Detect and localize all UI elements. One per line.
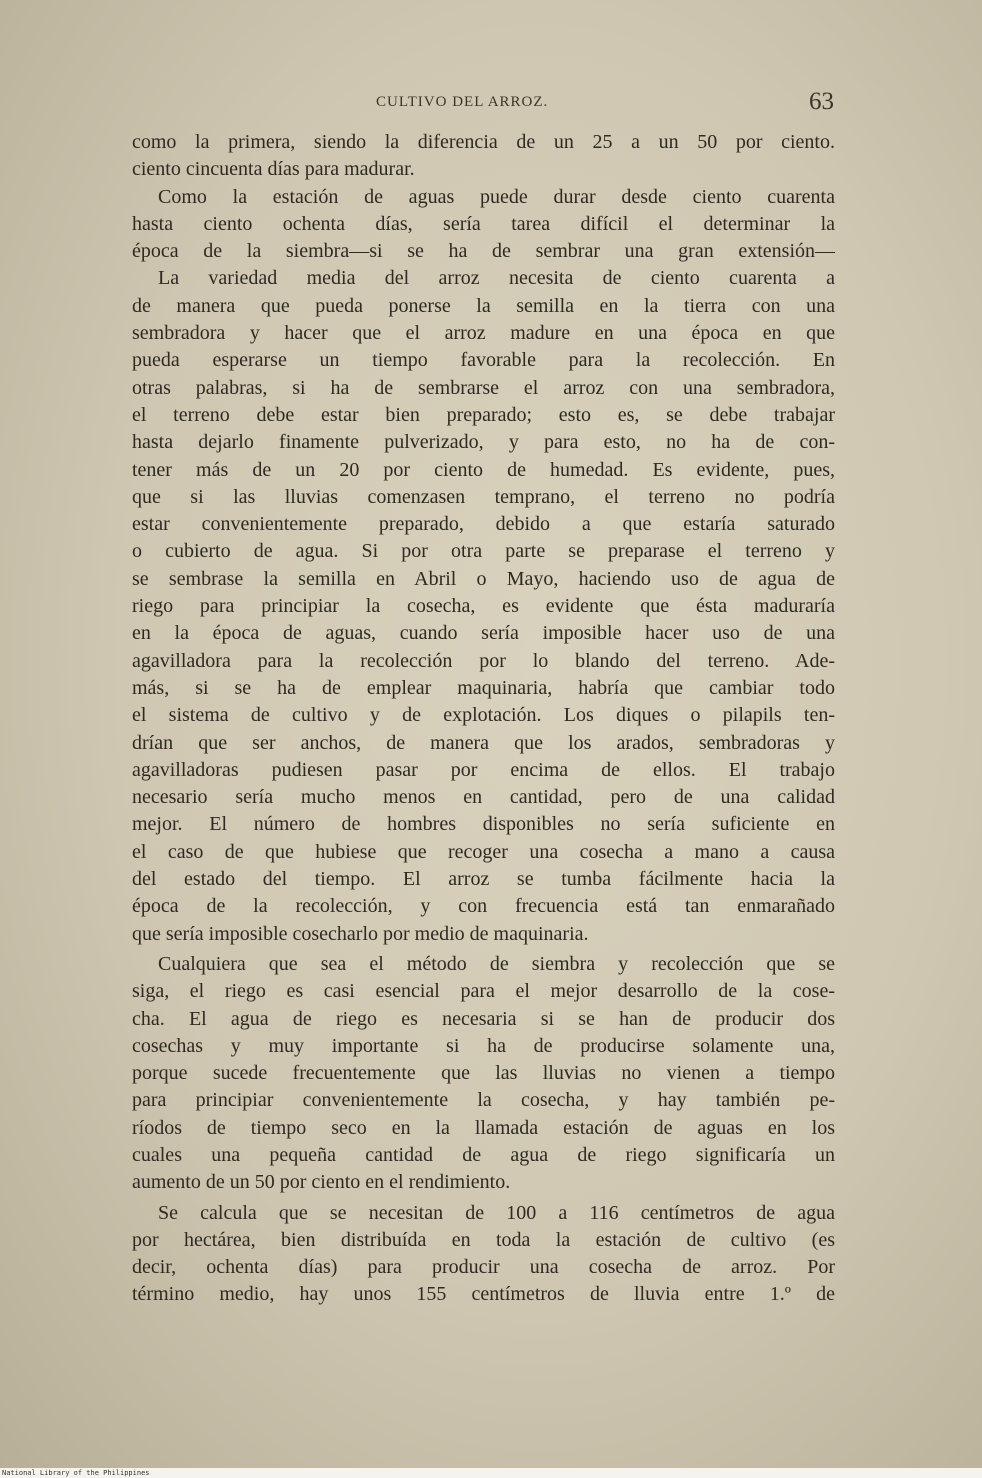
text-line: agavilladora para la recolección por lo blando del terreno. Ade- [132, 649, 835, 672]
text-line: estar convenientemente preparado, debido a que estaría saturado [132, 513, 835, 536]
text-line: que si las lluvias comenzasen temprano, el terreno no podría [132, 485, 835, 508]
text-line: agavilladoras pudiesen pasar por encima de ellos. El trabajo [132, 758, 835, 781]
text-line: el terreno debe estar bien preparado; esto es, se debe trabajar [132, 403, 835, 426]
text-line: que sería imposible cosecharlo por medio de maquinaria. [132, 922, 589, 945]
text-line: del estado del tiempo. El arroz se tumba fácilmente hacia la [132, 868, 835, 891]
text-line: mejor. El número de hombres disponibles no sería suficiente en [132, 813, 835, 836]
text-line: otras palabras, si ha de sembrarse el arroz con una sembradora, [132, 376, 835, 399]
text-line: tener más de un 20 por ciento de humedad. Es evidente, pues, [132, 458, 835, 481]
text-line: porque sucede frecuentemente que las lluvias no vienen a tiempo [132, 1062, 835, 1085]
text-line: en la época de aguas, cuando sería imposible hacer uso de una [132, 622, 835, 645]
page-header [134, 88, 834, 122]
running-title: CULTIVO DEL ARROZ. [376, 94, 549, 110]
text-line: pueda esperarse un tiempo favorable para la recolección. En [132, 349, 835, 372]
text-line: época de la recolección, y con frecuencia está tan enmarañado [132, 895, 835, 918]
text-line: decir, ochenta días) para producir una cosecha de arroz. Por [132, 1256, 835, 1279]
text-line: riego para principiar la cosecha, es evidente que ésta maduraría [132, 595, 835, 618]
text-line: por hectárea, bien distribuída en toda la estación de cultivo (es [132, 1228, 835, 1251]
text-line: ciento cincuenta días para madurar. [132, 158, 415, 181]
text-line: o cubierto de agua. Si por otra parte se preparase el terreno y [132, 540, 835, 563]
text-line: época de la siembra—si se ha de sembrar una gran extensión— [132, 240, 835, 263]
scan-footer [0, 1468, 982, 1478]
text-line: el caso de que hubiese que recoger una cosecha a mano a causa [132, 840, 835, 863]
text-line: drían que ser anchos, de manera que los arados, sembradoras y [132, 731, 835, 754]
text-line: cosechas y muy importante si ha de producirse solamente una, [132, 1034, 835, 1057]
text-line: necesario sería mucho menos en cantidad, pero de una calidad [132, 786, 835, 809]
text-line: hasta dejarlo finamente pulverizado, y para esto, no ha de con- [132, 431, 835, 454]
text-line: La variedad media del arroz necesita de ciento cuarenta a [158, 267, 835, 290]
text-line: Se calcula que se necesitan de 100 a 116 centímetros de agua [158, 1201, 835, 1224]
text-line: ríodos de tiempo seco en la llamada estación de aguas en los [132, 1116, 835, 1139]
text-line: término medio, hay unos 155 centímetros de lluvia entre 1.º de [132, 1283, 835, 1306]
text-line: sembradora y hacer que el arroz madure en una época en que [132, 322, 835, 345]
text-line: el sistema de cultivo y de explotación. Los diques o pilapils ten- [132, 704, 835, 727]
text-line: para principiar convenientemente la cosecha, y hay también pe- [132, 1089, 835, 1112]
text-line: aumento de un 50 por ciento en el rendimiento. [132, 1171, 511, 1194]
text-line: de manera que pueda ponerse la semilla en la tierra con una [132, 294, 835, 317]
text-line: Cualquiera que sea el método de siembra y recolección que se [158, 952, 835, 975]
text-line: más, si se ha de emplear maquinaria, habría que cambiar todo [132, 676, 835, 699]
text-line: hasta ciento ochenta días, sería tarea difícil el determinar la [132, 212, 835, 235]
text-line: siga, el riego es casi esencial para el mejor desarrollo de la cose- [132, 980, 835, 1003]
library-credit: National Library of the Philippines [2, 1469, 150, 1477]
text-line: cuales una pequeña cantidad de agua de riego significaría un [132, 1143, 835, 1166]
text-line: como la primera, siendo la diferencia de un 25 a un 50 por ciento. [132, 131, 835, 153]
text-line: se sembrase la semilla en Abril o Mayo, haciendo uso de agua de [132, 567, 835, 590]
page-number: 63 [809, 88, 834, 115]
body-text [132, 129, 835, 1309]
text-line: Como la estación de aguas puede durar desde ciento cuarenta [158, 185, 835, 208]
text-line: cha. El agua de riego es necesaria si se han de producir dos [132, 1007, 835, 1030]
